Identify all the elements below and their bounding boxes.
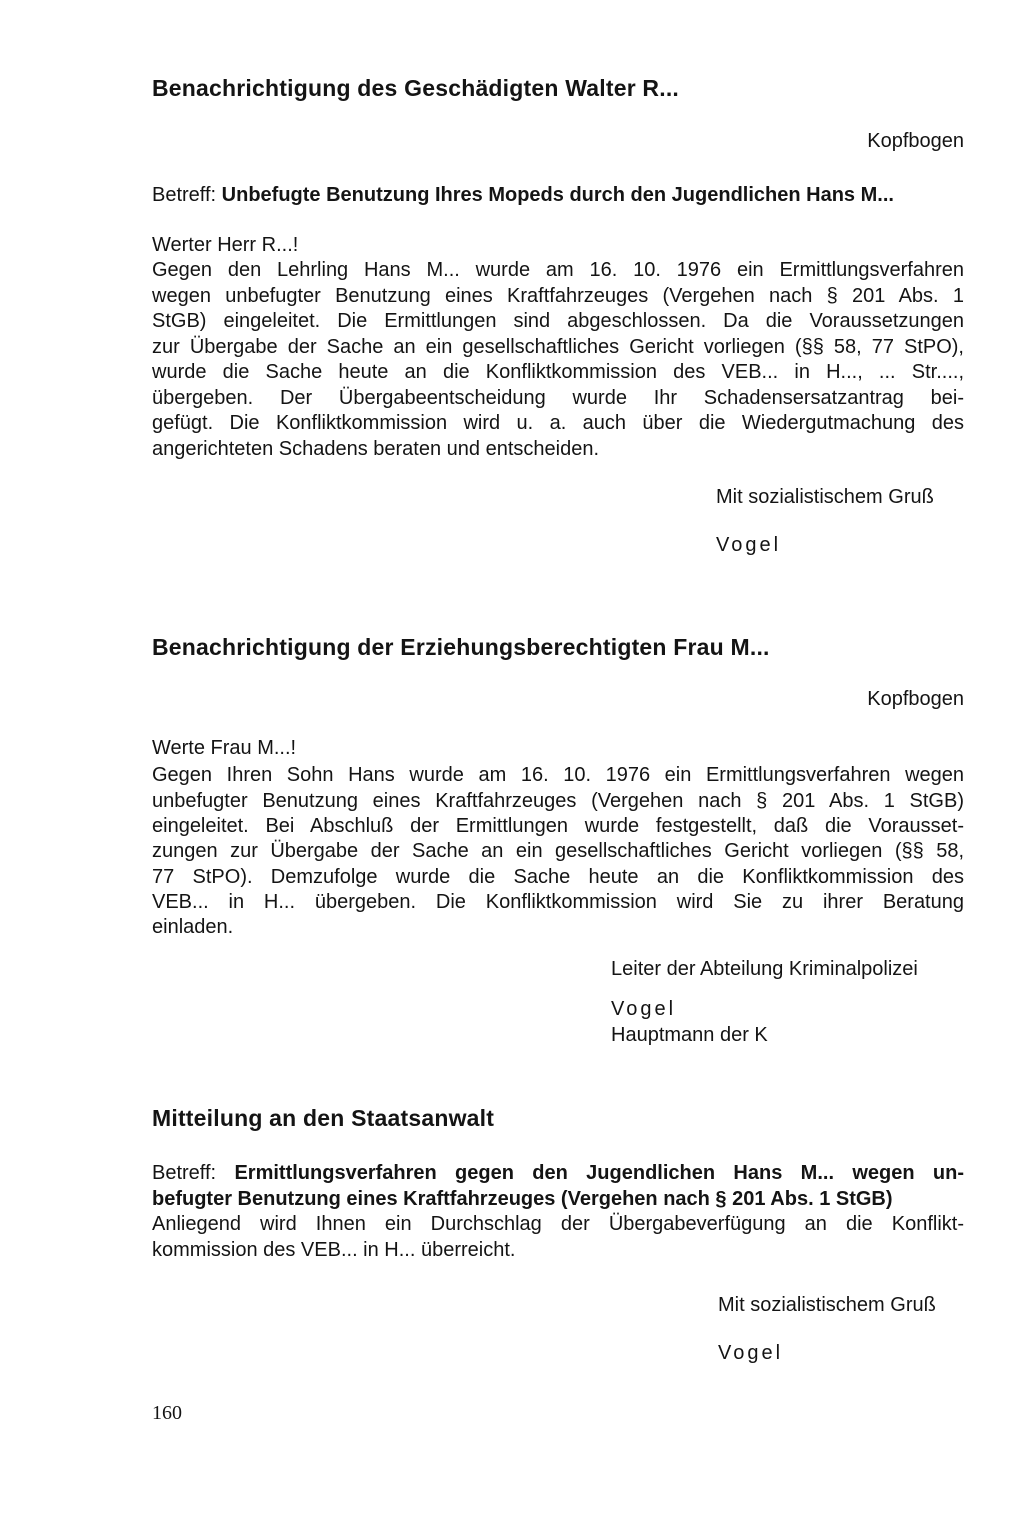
- section2-position: Leiter der Abteilung Kriminalpolizei: [611, 958, 918, 980]
- section1-body-line: gefügt. Die Konfliktkommission wird u. a. auch über die Wiedergutmachung des: [152, 412, 964, 434]
- section1-body-line: angerichteten Schadens beraten und entscheiden.: [152, 438, 600, 460]
- section3-betreff-line: [152, 1160, 964, 1186]
- section3-body-line: Anliegend wird Ihnen ein Durchschlag der Übergabeverfügung an die Konflikt-: [152, 1213, 964, 1235]
- section3-greeting: Mit sozialistischem Gruß: [718, 1294, 936, 1316]
- section3-body-line: kommission des VEB... in H... überreicht.: [152, 1239, 516, 1261]
- section3-betreff-text: Ermittlungsverfahren gegen den Jugendlichen Hans M... wegen un-: [234, 1162, 964, 1184]
- section1-greeting: Mit sozialistischem Gruß: [716, 486, 934, 508]
- section2-kopfbogen: Kopfbogen: [867, 688, 964, 710]
- section1-body-line: wurde die Sache heute an die Konfliktkommission des VEB... in H..., ... Str....,: [152, 361, 964, 383]
- section1-body-line: Gegen den Lehrling Hans M... wurde am 16. 10. 1976 ein Ermittlungsverfahren: [152, 259, 964, 281]
- section1-signature: Vogel: [716, 534, 782, 556]
- section2-signature: Vogel: [611, 998, 677, 1020]
- section2-rank: Hauptmann der K: [611, 1024, 768, 1046]
- section2-body-line: 77 StPO). Demzufolge wurde die Sache heute an die Konfliktkommission des: [152, 866, 964, 888]
- section2-body-line: unbefugter Benutzung eines Kraftfahrzeuges (Vergehen nach § 201 Abs. 1 StGB): [152, 790, 964, 812]
- section2-body-line: VEB... in H... übergeben. Die Konfliktkommission wird Sie zu ihrer Beratung: [152, 891, 964, 913]
- section1-betreff-label: Betreff:: [152, 184, 222, 206]
- section2-body-line: eingeleitet. Bei Abschluß der Ermittlungen wurde festgestellt, daß die Vorausset-: [152, 815, 964, 837]
- section1-body-line: übergeben. Der Übergabeentscheidung wurde Ihr Schadensersatzantrag bei-: [152, 387, 964, 409]
- section3-heading: Mitteilung an den Staatsanwalt: [152, 1105, 495, 1131]
- section3-signature: Vogel: [718, 1342, 784, 1364]
- section3-betreff-label: Betreff:: [152, 1162, 235, 1184]
- section2-body-line: einladen.: [152, 916, 234, 938]
- section1-body-line: StGB) eingeleitet. Die Ermittlungen sind abgeschlossen. Da die Voraussetzungen: [152, 310, 964, 332]
- section2-heading: Benachrichtigung der Erziehungsberechtigten Frau M...: [152, 634, 770, 660]
- section1-betreff-text: Unbefugte Benutzung Ihres Mopeds durch den Jugendlichen Hans M...: [221, 184, 894, 206]
- page-number: 160: [152, 1402, 182, 1424]
- section1-betreff: [152, 182, 894, 208]
- section2-salutation: Werte Frau M...!: [152, 737, 297, 759]
- section1-body-line: zur Übergabe der Sache an ein gesellschaftliches Gericht vorliegen (§§ 58, 77 StPO),: [152, 336, 964, 358]
- section1-kopfbogen: Kopfbogen: [867, 130, 964, 152]
- section2-body-line: Gegen Ihren Sohn Hans wurde am 16. 10. 1976 ein Ermittlungsverfahren wegen: [152, 764, 964, 786]
- section2-body-line: zungen zur Übergabe der Sache an ein gesellschaftliches Gericht vorliegen (§§ 58,: [152, 840, 964, 862]
- section1-salutation: Werter Herr R...!: [152, 234, 299, 256]
- section1-heading: Benachrichtigung des Geschädigten Walter R...: [152, 75, 680, 101]
- section3-betreff-line: befugter Benutzung eines Kraftfahrzeuges (Vergehen nach § 201 Abs. 1 StGB): [152, 1188, 893, 1210]
- section1-body-line: wegen unbefugter Benutzung eines Kraftfahrzeuges (Vergehen nach § 201 Abs. 1: [152, 285, 964, 307]
